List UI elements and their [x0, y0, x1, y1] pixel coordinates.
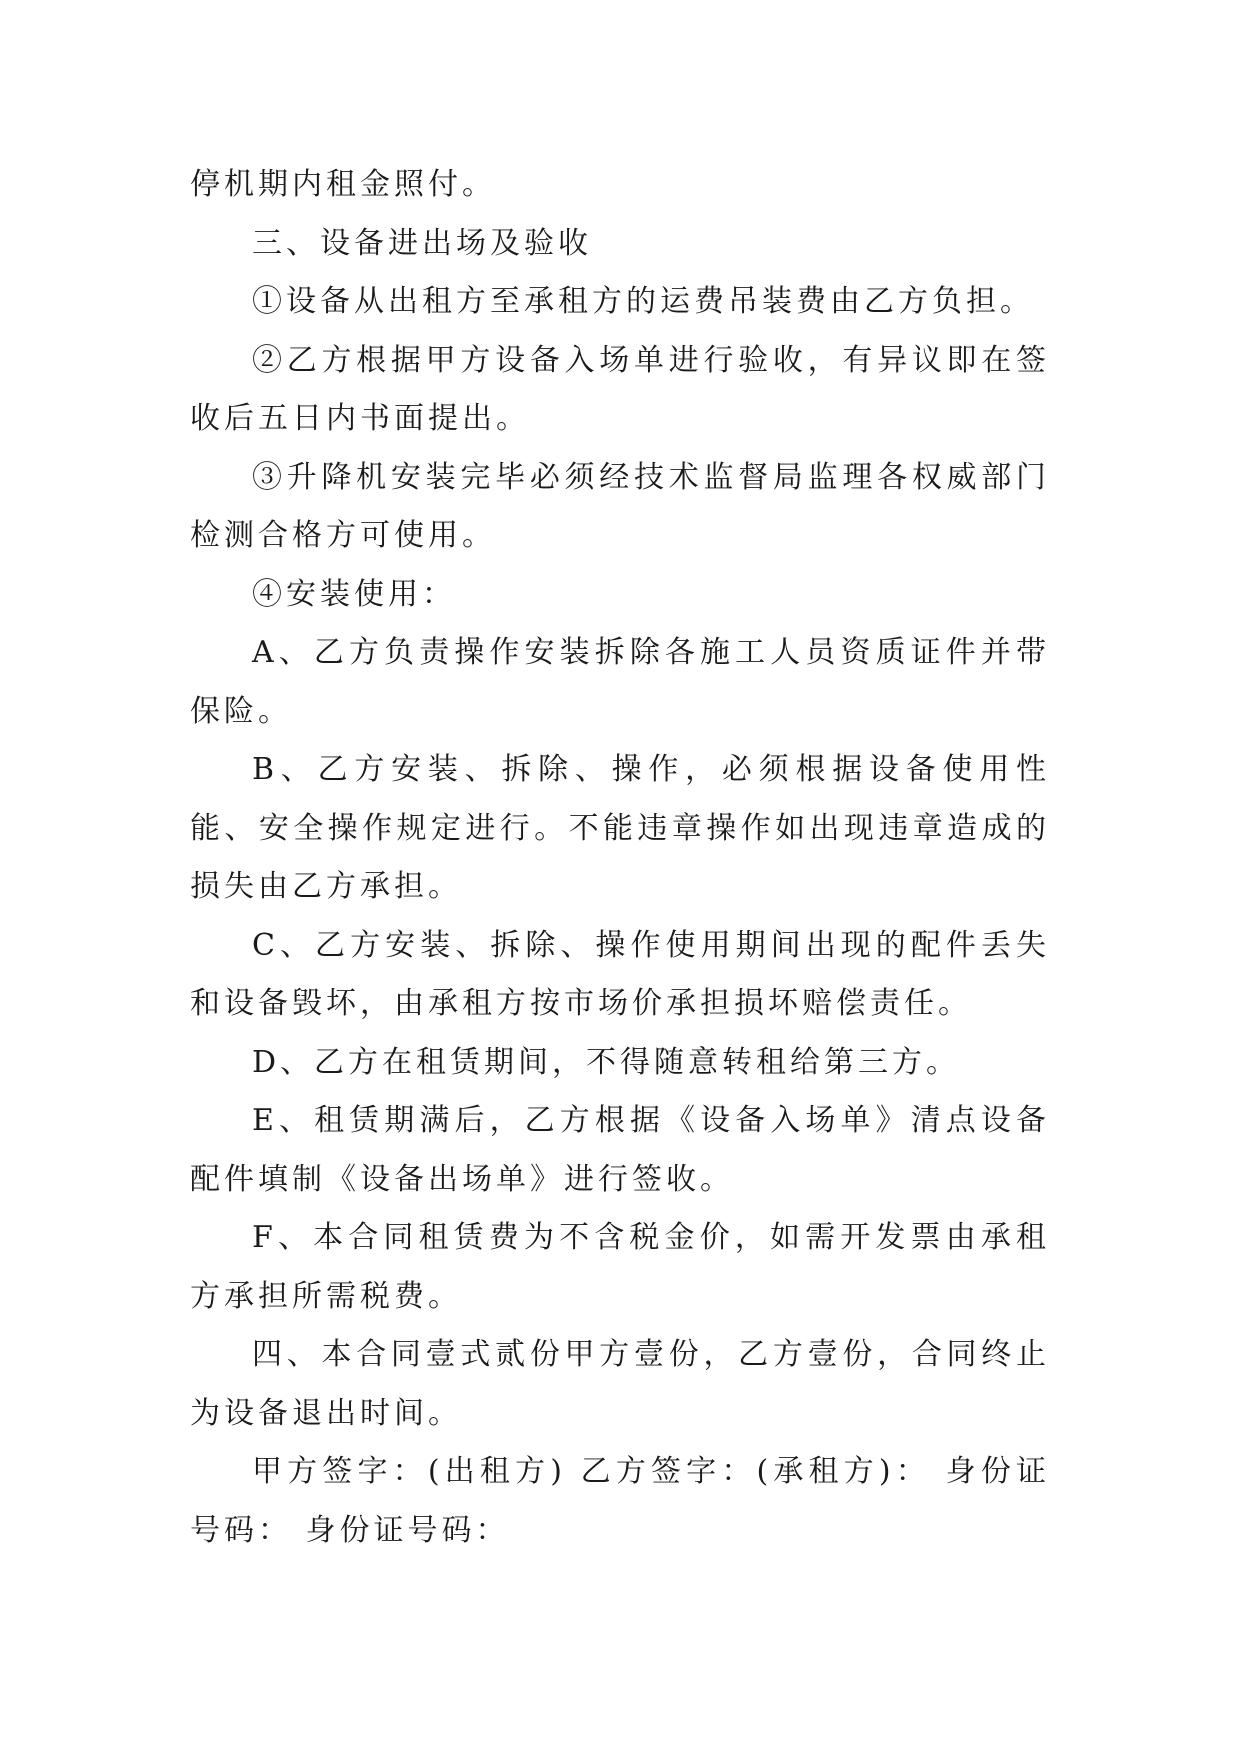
- paragraph-rent-during-downtime: 停机期内租金照付。: [190, 167, 496, 202]
- paragraph-item-4-installation-use: ④安装使用：: [252, 576, 456, 612]
- paragraph-clause-e: E、租赁期满后，乙方根据《设备入场单》清点设备配件填制《设备出场单》进行签收。: [190, 1103, 1050, 1197]
- paragraph-clause-c: C、乙方安装、拆除、操作使用期间出现的配件丢失和设备毁坏，由承租方按市场价承担损坏赔偿责任。: [190, 927, 1050, 1021]
- paragraph-item-1-freight: ①设备从出租方至承租方的运费吊装费由乙方负担。: [252, 284, 1034, 319]
- paragraph-item-2-acceptance: ②乙方根据甲方设备入场单进行验收，有异议即在签收后五日内书面提出。: [190, 342, 1050, 436]
- signature-line: 甲方签字：(出租方) 乙方签字：(承租方)： 身份证号码： 身份证号码：: [190, 1454, 1050, 1548]
- paragraph-clause-f: F、本合同租赁费为不含税金价，如需开发票由承租方承担所需税费。: [190, 1220, 1050, 1314]
- section-heading-equipment-entry-exit: 三、设备进出场及验收: [252, 225, 592, 261]
- document-body: [190, 156, 1050, 1560]
- paragraph-item-3-inspection: ③升降机安装完毕必须经技术监督局监理各权威部门检测合格方可使用。: [190, 459, 1050, 553]
- section-four-copies: 四、本合同壹式贰份甲方壹份，乙方壹份，合同终止为设备退出时间。: [190, 1337, 1050, 1431]
- paragraph-clause-d: D、乙方在租赁期间，不得随意转租给第三方。: [252, 1044, 961, 1080]
- paragraph-clause-a: A、乙方负责操作安装拆除各施工人员资质证件并带保险。: [190, 635, 1050, 729]
- paragraph-clause-b: B、乙方安装、拆除、操作，必须根据设备使用性能、安全操作规定进行。不能违章操作如出现违章造成的损失由乙方承担。: [190, 752, 1050, 904]
